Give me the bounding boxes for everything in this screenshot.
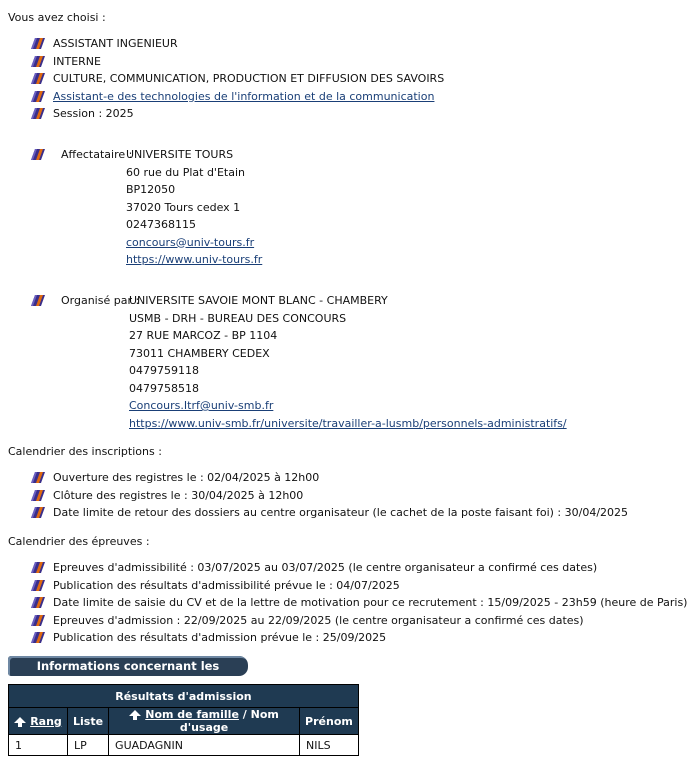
date-limite-cv-text: Date limite de saisie du CV et de la lettre de motivation pour ce recrutement : 15/09/2025 - 23h59 (heure de Paris) [53, 596, 688, 609]
affectataire-address: 60 rue du Plat d'Etain [126, 165, 245, 179]
sort-up-icon[interactable] [129, 710, 141, 720]
bullet-icon [31, 91, 45, 102]
organisateur-email-link[interactable]: Concours.Itrf@univ-smb.fr [129, 399, 274, 412]
liste-cell: LP [68, 735, 109, 756]
sort-rang-link[interactable]: Rang [30, 714, 62, 728]
nom-header [109, 708, 300, 735]
organisateur-service: USMB - DRH - BUREAU DES CONCOURS [129, 311, 347, 325]
choice-list [8, 35, 688, 123]
organisateur-block [8, 292, 688, 437]
bullet-icon [31, 615, 45, 626]
bullet-icon [31, 38, 45, 49]
list-item [8, 88, 688, 106]
emploi-type-link[interactable]: Assistant-e des technologies de l'information et de la communication [53, 89, 435, 103]
affectataire-details [126, 146, 262, 269]
affectataire-phone: 0247368115 [126, 218, 196, 231]
prenom-cell: NILS [300, 735, 359, 756]
results-table [8, 684, 359, 756]
publication-admission-text: Publication des résultats d'admission prévue le : 25/09/2025 [53, 631, 387, 644]
affectataire-block [8, 146, 688, 271]
rang-header [9, 708, 68, 735]
bullet-icon [31, 490, 45, 501]
bullet-icon [31, 149, 45, 160]
list-item [8, 70, 688, 88]
affectataire-address: BP12050 [126, 183, 176, 196]
sort-nom-link[interactable]: Nom de famille [145, 708, 239, 721]
bullet-icon [31, 472, 45, 483]
bullet-icon [31, 632, 45, 643]
organisateur-name: UNIVERSITE SAVOIE MONT BLANC - CHAMBERY [129, 294, 388, 307]
corps-text: ASSISTANT INGENIEUR [53, 37, 178, 50]
session-text: Session : 2025 [53, 107, 134, 120]
bap-text: CULTURE, COMMUNICATION, PRODUCTION ET DIFFUSION DES SAVOIRS [53, 72, 445, 85]
organisateur-address: 73011 CHAMBERY CEDEX [129, 346, 270, 360]
rang-cell: 1 [9, 735, 68, 756]
publication-admissibilite-text: Publication des résultats d'admissibilité prévue le : 04/07/2025 [53, 578, 400, 592]
list-item [8, 53, 688, 71]
list-item [8, 612, 688, 630]
organisateur-website-link[interactable]: https://www.univ-smb.fr/universite/travailler-a-lusmb/personnels-administratifs/ [129, 416, 567, 430]
bullet-icon [31, 56, 45, 67]
epreuves-list [8, 559, 688, 647]
liste-header: Liste [68, 708, 109, 735]
list-item [8, 559, 688, 577]
bullet-icon [31, 562, 45, 573]
affectataire-name: UNIVERSITE TOURS [126, 148, 234, 161]
list-item [8, 594, 688, 612]
affectataire-email-link[interactable]: concours@univ-tours.fr [126, 235, 255, 249]
bullet-icon [31, 108, 45, 119]
affectataire-address: 37020 Tours cedex 1 [126, 200, 241, 214]
ouverture-text: Ouverture des registres le : 02/04/2025 à 12h00 [53, 471, 320, 484]
organisateur-phone: 0479759118 [129, 364, 199, 377]
list-item [8, 577, 688, 595]
bullet-icon [31, 597, 45, 608]
affectataire-label: Affectataire : [61, 148, 133, 161]
list-item [8, 504, 688, 522]
bullet-icon [31, 580, 45, 591]
affectataire-website-link[interactable]: https://www.univ-tours.fr [126, 253, 263, 266]
sort-up-icon[interactable] [14, 717, 26, 727]
type-text: INTERNE [53, 54, 101, 68]
cloture-text: Clôture des registres le : 30/04/2025 à 12h00 [53, 488, 304, 502]
bullet-icon [31, 73, 45, 84]
organisateur-details [129, 292, 567, 432]
admissibilite-text: Epreuves d'admissibilité : 03/07/2025 au 03/07/2025 (le centre organisateur a confirmé ces dates) [53, 561, 598, 574]
affectations-info-button[interactable]: Informations concernant les [8, 656, 248, 676]
list-item [8, 105, 688, 123]
admission-text: Epreuves d'admission : 22/09/2025 au 22/09/2025 (le centre organisateur a confirmé ces dates) [53, 613, 584, 627]
list-item [8, 629, 688, 647]
nom-usage-label: / Nom d'usage [179, 708, 279, 734]
organisateur-address: 27 RUE MARCOZ - BP 1104 [129, 329, 278, 342]
choice-heading: Vous avez choisi : [8, 11, 106, 24]
nom-cell: GUADAGNIN [109, 735, 300, 756]
epreuves-heading: Calendrier des épreuves : [8, 535, 150, 548]
date-limite-dossier-text: Date limite de retour des dossiers au centre organisateur (le cachet de la poste faisant foi) : 30/04/2025 [53, 506, 629, 519]
organisateur-phone: 0479758518 [129, 381, 199, 395]
list-item [8, 487, 688, 505]
results-caption: Résultats d'admission [9, 685, 359, 708]
prenom-header: Prénom [300, 708, 359, 735]
inscriptions-heading: Calendrier des inscriptions : [8, 445, 162, 458]
bullet-icon [31, 295, 45, 306]
list-item [8, 35, 688, 53]
table-row [9, 735, 359, 756]
bullet-icon [31, 507, 45, 518]
list-item [8, 469, 688, 487]
inscriptions-list [8, 469, 688, 522]
organisateur-label: Organisé par : [61, 294, 140, 307]
